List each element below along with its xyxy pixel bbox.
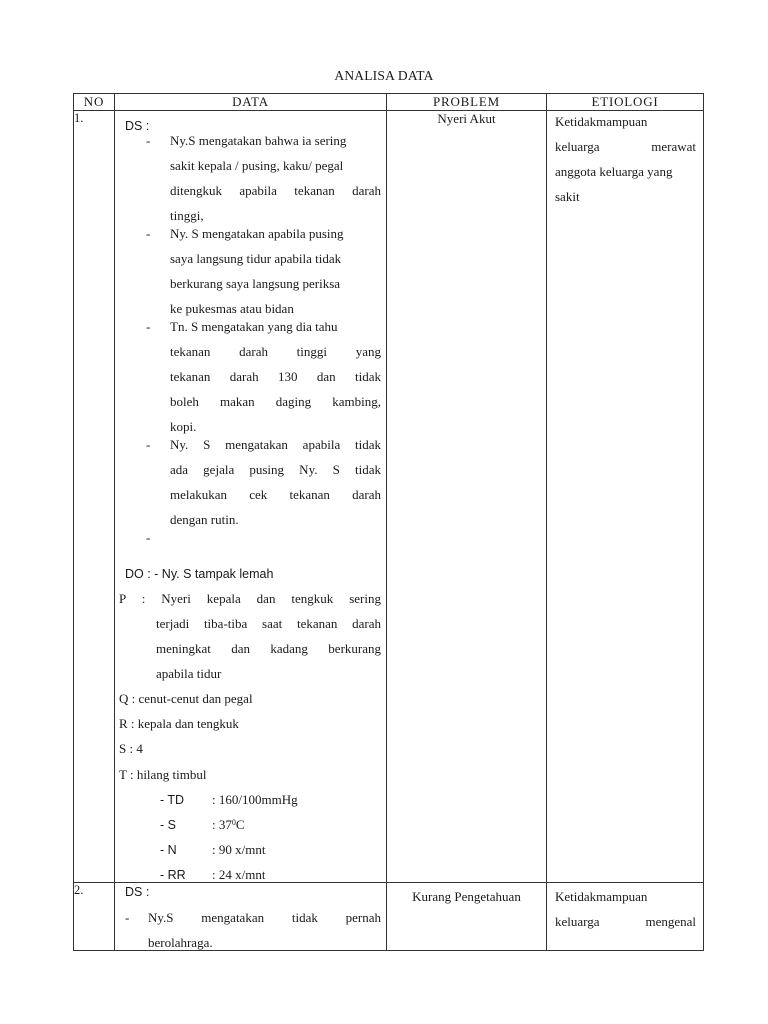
p-line: terjadi tiba-tiba saat tekanan darah <box>156 616 381 631</box>
table-header-row <box>74 94 704 111</box>
ds-text: tekanan darah 130 dan tidak <box>170 369 381 384</box>
bullet: - <box>146 226 151 241</box>
problem-cell: Nyeri Akut <box>387 111 547 883</box>
vital-name: - N <box>160 843 177 857</box>
table-row <box>74 111 704 883</box>
bullet: - <box>146 319 151 334</box>
document-title: ANALISA DATA <box>334 68 434 83</box>
header-etiologi: ETIOLOGI <box>547 94 704 111</box>
ds-text: Tn. S mengatakan yang dia tahu <box>170 319 338 334</box>
ds-label: DS : <box>125 119 150 133</box>
bullet: - <box>146 437 151 452</box>
row-number: 1. <box>74 111 115 883</box>
data-cell <box>115 883 387 951</box>
ds-text: ke pukesmas atau bidan <box>170 301 294 316</box>
vital-name: - RR <box>160 868 186 882</box>
ds-text: melakukan cek tekanan darah <box>170 487 381 502</box>
ds-text: Ny. S mengatakan apabila tidak <box>170 437 381 452</box>
ds-text: boleh makan daging kambing, <box>170 394 381 409</box>
r-line: R : kepala dan tengkuk <box>119 716 239 731</box>
etiologi-cell <box>547 111 704 883</box>
ds-text: Ny. S mengatakan apabila pusing <box>170 226 344 241</box>
problem-cell: Kurang Pengetahuan <box>387 883 547 951</box>
analysis-table <box>73 93 704 951</box>
ds-text: dengan rutin. <box>170 512 239 527</box>
p-line: P : Nyeri kepala dan tengkuk sering <box>119 591 381 606</box>
empty-bullet: - <box>146 530 151 545</box>
etiologi-line: Ketidakmampuan <box>555 114 648 129</box>
header-data: DATA <box>115 94 387 111</box>
s-line: S : 4 <box>119 741 143 756</box>
ds-text: ada gejala pusing Ny. S tidak <box>170 462 381 477</box>
etiologi-line: keluarga merawat <box>555 139 696 154</box>
etiologi-line: anggota keluarga yang <box>555 164 673 179</box>
ds-text: kopi. <box>170 419 197 434</box>
ds-label: DS : <box>125 885 150 899</box>
etiologi-line: keluarga mengenal <box>555 914 696 929</box>
table-row <box>74 883 704 951</box>
ds-text: Ny.S mengatakan tidak pernah <box>148 910 381 925</box>
vital-name: - S <box>160 818 176 832</box>
ds-text: saya langsung tidur apabila tidak <box>170 251 342 266</box>
etiologi-line: sakit <box>555 189 580 204</box>
t-line: T : hilang timbul <box>119 767 207 782</box>
ds-text: tekanan darah tinggi yang <box>170 344 381 359</box>
vital-value: : 90 x/mnt <box>212 842 266 857</box>
ds-text: berkurang saya langsung periksa <box>170 276 341 291</box>
vital-value: : 24 x/mnt <box>212 867 266 882</box>
ds-text: ditengkuk apabila tekanan darah <box>170 183 381 198</box>
etiologi-cell <box>547 883 704 951</box>
vital-value: : 160/100mmHg <box>212 792 298 807</box>
q-line: Q : cenut-cenut dan pegal <box>119 691 253 706</box>
ds-text: tinggi, <box>170 208 204 223</box>
vital-name: - TD <box>160 793 185 807</box>
p-line: apabila tidur <box>156 666 222 681</box>
ds-text: Ny.S mengatakan bahwa ia sering <box>170 133 347 148</box>
ds-text: berolahraga. <box>148 935 213 950</box>
vital-value: : $37^0C$ <box>212 817 245 832</box>
ds-text: sakit kepala / pusing, kaku/ pegal <box>170 158 344 173</box>
do-line: DO : - Ny. S tampak lemah <box>125 567 274 581</box>
data-cell <box>115 111 387 883</box>
p-line: meningkat dan kadang berkurang <box>156 641 381 656</box>
header-problem: PROBLEM <box>387 94 547 111</box>
row-number: 2. <box>74 883 115 951</box>
etiologi-line: Ketidakmampuan <box>555 889 648 904</box>
bullet: - <box>146 133 151 148</box>
bullet: - <box>125 910 130 925</box>
header-no: NO <box>74 94 115 111</box>
